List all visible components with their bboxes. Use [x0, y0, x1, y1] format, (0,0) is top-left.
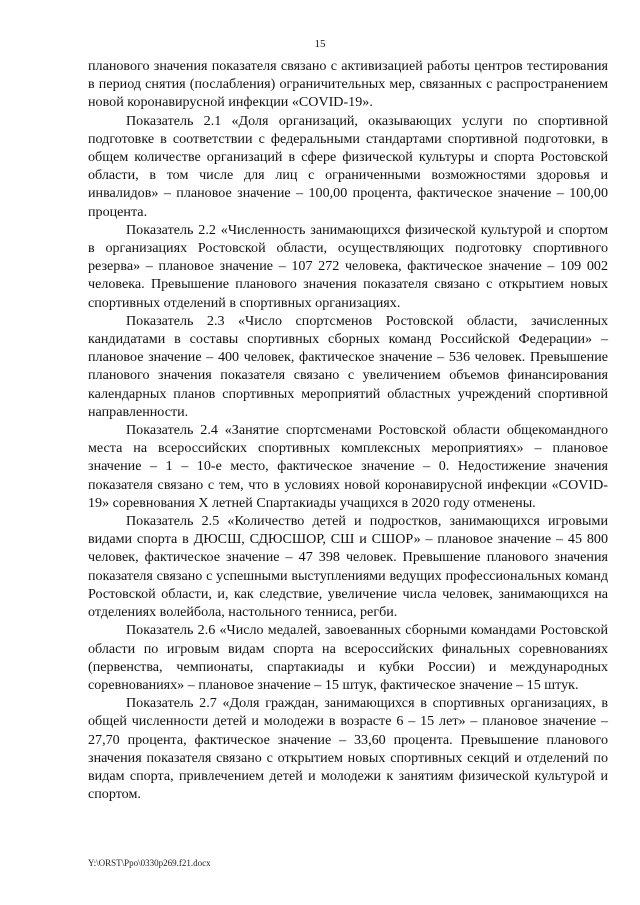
footer-file-path: Y:\ORST\Ppo\0330p269.f21.docx	[88, 858, 211, 868]
paragraph-indicator-2-2: Показатель 2.2 «Численность занимающихся физической культурой и спортом в организациях Ростовской области, осуществляющих подготовку спортивного резерва» – плановое значение – 107 272 человека, фактическое значение – 109 002 человека. Превышение планового значения показателя связано с открытием новых спортивных отделений в спортивных организациях.	[88, 221, 608, 311]
paragraph-indicator-2-6: Показатель 2.6 «Число медалей, завоеванных сборными командами Ростовской области по игровым видам спорта на всероссийских финальных соревнованиях (первенства, чемпионаты, спартакиады и кубки России) и международных соревнованиях» – плановое значение – 15 штук, фактическое значение – 15 штук.	[88, 622, 608, 693]
paragraph-indicator-2-5: Показатель 2.5 «Количество детей и подростков, занимающихся игровыми видами спорта в ДЮСШ, СДЮСШОР, СШ и СШОР» – плановое значение – 45 800 человек, фактическое значение – 47 398 человек. Превышение планового значения показателя связано с успешными выступлениями ведущих профессиональных команд Ростовской области, и, как следствие, увеличение числа человек, занимающихся на отделениях волейбола, настольного тенниса, регби.	[88, 513, 608, 621]
paragraph-indicator-2-1: Показатель 2.1 «Доля организаций, оказывающих услуги по спортивной подготовке в соответствии с федеральными стандартами спортивной подготовки, в общем количестве организаций в сфере физической культуры и спорта Ростовской области, в том числе для лиц с ограниченными возможностями здоровья и инвалидов» – плановое значение – 100,00 процента, фактическое значение – 100,00 процента.	[88, 112, 608, 220]
paragraph-indicator-2-4: Показатель 2.4 «Занятие спортсменами Ростовской области общекомандного места на всероссийских спортивных комплексных мероприятиях» – плановое значение – 1 – 10-е место, фактическое значение – 0. Недостижение значения показателя связано с тем, что в условиях новой коронавирусной инфекции «COVID-19» соревнования X летней Спартакиады учащихся в 2020 году отменены.	[88, 422, 608, 511]
paragraph-indicator-2-7: Показатель 2.7 «Доля граждан, занимающихся в спортивных организациях, в общей численности детей и молодежи в возрасте 6 – 15 лет» – плановое значение – 27,70 процента, фактическое значение – 33,60 процента. Превышение планового значения показателя связано с открытием новых спортивных секций и отделений по видам спорта, привлечением детей и молодежи к занятиям физической культурой и спортом.	[88, 695, 608, 803]
page-number: 15	[314, 38, 326, 50]
document-body	[88, 57, 608, 803]
paragraph-continuation: планового значения показателя связано с активизацией работы центров тестирования в период снятия (послабления) ограничительных мер, связанных с распространением новой коронавирусной инфекции «COVID-19».	[88, 58, 608, 111]
paragraph-indicator-2-3: Показатель 2.3 «Число спортсменов Ростовской области, зачисленных кандидатами в составы спортивных сборных команд Российской Федерации» – плановое значение – 400 человек, фактическое значение – 536 человек. Превышение планового значения показателя связано с увеличением объемов финансирования календарных планов спортивных мероприятий областных учреждений спортивной направленности.	[88, 312, 608, 420]
